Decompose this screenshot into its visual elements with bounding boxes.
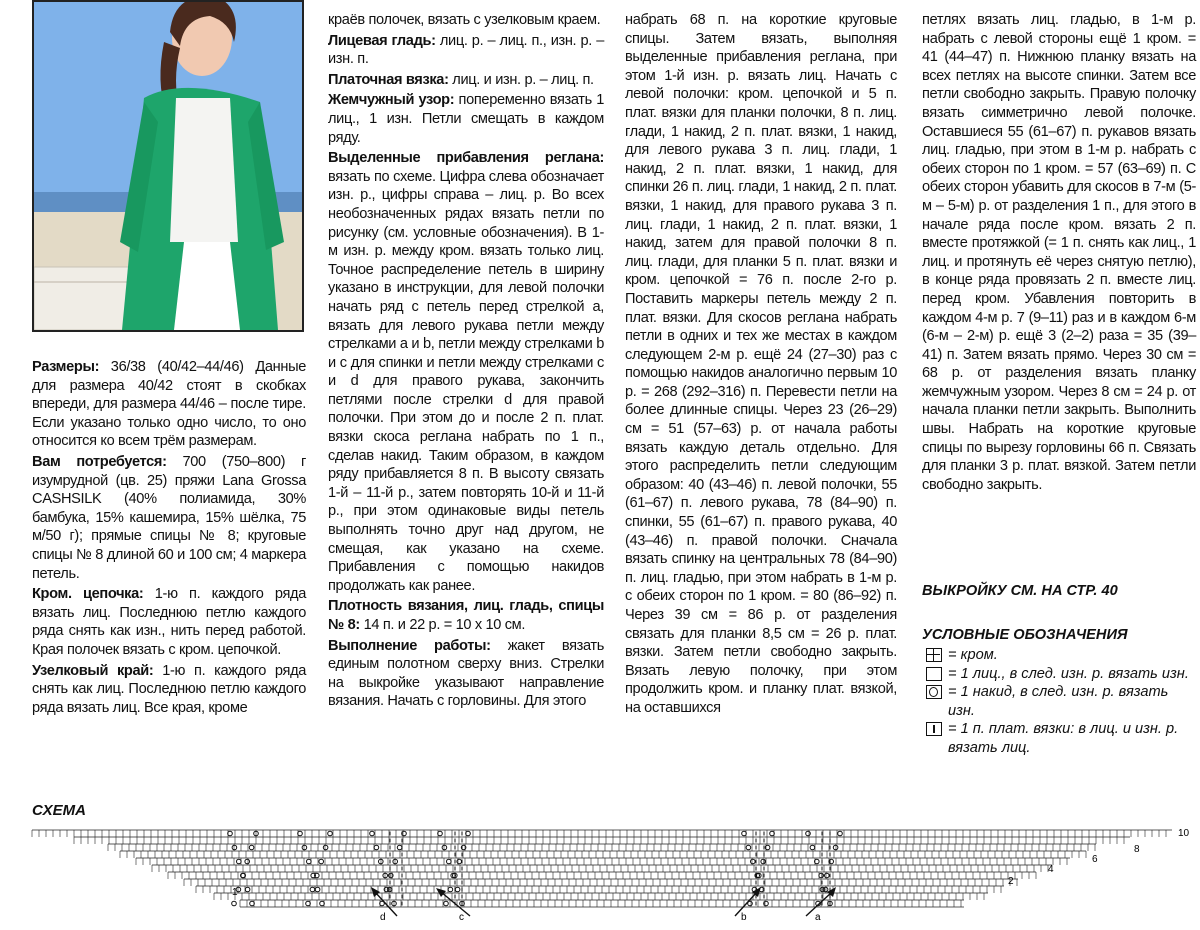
row-number-1: 1 <box>232 887 238 898</box>
legend-item-text: = 1 п. плат. вязки: в лиц. и изн. р. вязать лиц. <box>948 721 1179 756</box>
legend <box>922 646 1198 758</box>
raglan-text: вязать по схеме. Цифра слева обозначает изн. р., цифры справа – лиц. р. Во всех необозначенных рядах вязать петли по рисунку (см. условные обозначения). В 1-м изн. р. между кром. вязать только лиц. Точное распределение петель в ширину указано в инструкции, для левой полочки начать ряд с петель перед стрелкой a, вязать для левого рукава петли между стрелками a и b, петли между стрелками b и c для спинки и петли между стрелками c и d для правого рукава, закончить петлями после стрелки d для правой полочки. При этом до и после 2 п. плат. вязки скоса реглана набрать по 1 п., сделав накид. Таким образом, в каждом ряду прибавляется 8 п. В высоту связать 1-й – 11-й р., затем повторять 10-й и 11-й р., при этом одинаковые виды петель выполнять точно друг над другом, не смещая, как указано на схеме. Прибавления с помощью накидов продолжать как ранее. <box>328 168 604 594</box>
legend-item <box>922 665 1198 684</box>
col2-continuation: краёв полочек, вязать с узелковым краем. <box>328 12 601 28</box>
model-photo <box>32 0 304 332</box>
arrow-label-d: d <box>380 912 386 923</box>
legend-item-text: = 1 накид, в след. изн. р. вязать изн. <box>948 684 1169 719</box>
yarn-over-symbol <box>810 845 815 850</box>
yarn-over-symbol <box>833 845 838 850</box>
row-number-8: 8 <box>1134 844 1140 855</box>
knot-edge-paragraph <box>32 662 306 718</box>
materials-text: 700 (750–800) г изумрудной (цв. 25) пряжи Lana Grossa CASHSILK (40% полиамида, 30% бамбука, 15% кашемира, 15% шёлка, 75 м/50 г); прямые спицы № 8; круговые спицы № 8 длиной 60 и 100 см; 4 маркера петель. <box>32 453 306 582</box>
raglan-paragraph <box>328 149 604 595</box>
col4-text: петлях вязать лиц. гладью, в 1-м р. набрать с левой стороны ещё 1 кром. = 41 (44–47) п. Нижнюю планку вязать на всех петлях на высоте спинки. Затем все петли свободно закрыть. Правую полочку вязать симметрично левой полочке. Оставшиеся 55 (61–67) п. рукавов вязать лиц. гладью, при этом в 1-м р. набрать с обеих сторон по 1 кром. = 57 (63–69) п. С обеих сторон убавить для скосов в 7-м (5-м – 5-м) р. от разделения 1 п., для этого в начале ряда после кром. вязать 2 п. вместе протяжкой (= 1 п. снять как лиц., 1 лиц. и протянуть её через снятую петлю), в конце ряда провязать 2 п. вместе лиц. перед кром. Убавления повторить в каждом 4-м р. 7 (9–11) раз и в каждом 6-м (6-м – 2-м) р. ещё 3 (2–2) раза = 35 (39–41) п. Затем вязать прямо. Через 30 см = 68 р. от разделения вязать планку жемчужным узором. Через 8 см = 24 р. от начала планки петли закрыть. Выполнить швы. Набрать на короткие круговые спицы по вырезу горловины 66 п. Связать для планки 3 р. плат. вязкой. Затем петли свободно закрыть. <box>922 12 1196 493</box>
column-4 <box>922 11 1196 496</box>
row-number-6: 6 <box>1092 854 1098 865</box>
work-paragraph <box>328 637 604 711</box>
yarn-over-symbol <box>457 859 462 864</box>
arrow-label-c: c <box>459 912 464 923</box>
arrow-label-b: b <box>741 912 747 923</box>
materials-heading: Вам потребуется: <box>32 453 167 470</box>
row-number-10: 10 <box>1178 828 1190 839</box>
yarn-over-symbol <box>228 831 233 836</box>
chain-edge-paragraph <box>32 585 306 659</box>
yarn-over-symbol <box>438 831 443 836</box>
model-illustration <box>34 2 302 330</box>
yarn-over-symbol <box>232 845 237 850</box>
arrow-label-a: a <box>815 912 821 923</box>
raglan-heading: Выделенные прибавления реглана: <box>328 150 604 167</box>
yarn-over-symbol <box>447 859 452 864</box>
materials-paragraph <box>32 453 306 583</box>
yarn-over-symbol <box>742 831 747 836</box>
garter-text: лиц. и изн. р. – лиц. п. <box>448 71 594 88</box>
row-number-2: 2 <box>1008 876 1014 887</box>
yarn-over-symbol <box>323 845 328 850</box>
legend-item <box>922 720 1198 757</box>
yarn-over-symbol <box>302 845 307 850</box>
yarn-over-symbol <box>310 887 315 892</box>
knot-edge-heading: Узелковый край: <box>32 662 154 679</box>
seed-text: попеременно вязать 1 лиц., 1 изн. Петли смещать в каждом ряду. <box>328 92 604 146</box>
yarn-over-symbol <box>825 873 830 878</box>
yarn-over-symbol <box>746 845 751 850</box>
legend-item <box>922 646 1198 665</box>
yarn-over-symbol <box>298 831 303 836</box>
yarn-over-symbol <box>232 901 237 906</box>
sizes-text: 36/38 (40/42–44/46) Данные для размера 40/42 стоят в скобках впереди, для размера 44/46 – после тире. Если указано только одно число, то оно относится ко всем трём размерам. <box>32 359 306 450</box>
knot-edge-text: 1-ю п. каждого ряда снять как лиц. Последнюю петлю каждого ряда вязать лиц. Все края, кроме <box>32 662 307 716</box>
seed-paragraph <box>328 91 604 147</box>
bar-square-icon <box>926 722 942 736</box>
garter-paragraph <box>328 71 604 90</box>
yarn-over-symbol <box>448 887 453 892</box>
yarn-over-symbol <box>466 831 471 836</box>
yarn-over-symbol <box>455 887 460 892</box>
stockinette-heading: Лицевая гладь: <box>328 32 436 49</box>
yarn-over-symbol <box>245 887 250 892</box>
work-text: жакет вязать единым полотном сверху вниз. Стрелки на выкройке указывают направление вязания. Начать с горловины. Для этого <box>328 637 604 710</box>
legend-item-text: = кром. <box>948 647 998 663</box>
stockinette-text: лиц. р. – лиц. п., изн. р. – изн. п. <box>328 32 605 68</box>
gauge-text: 14 п. и 22 р. = 10 х 10 см. <box>359 617 526 633</box>
yarn-over-symbol <box>761 859 766 864</box>
yarn-over-symbol <box>751 859 756 864</box>
grid-square-icon <box>926 648 942 662</box>
legend-title: УСЛОВНЫЕ ОБОЗНАЧЕНИЯ <box>922 627 1128 643</box>
sizes-heading: Размеры: <box>32 359 100 375</box>
yarn-over-symbol <box>245 859 250 864</box>
yarn-over-symbol <box>770 831 775 836</box>
yarn-over-symbol <box>389 873 394 878</box>
yarn-over-symbol <box>819 873 824 878</box>
yarn-over-symbol <box>444 901 449 906</box>
chain-edge-heading: Кром. цепочка: <box>32 586 144 603</box>
seed-heading: Жемчужный узор: <box>328 92 455 109</box>
empty-square-icon <box>926 667 942 681</box>
circle-square-icon <box>926 685 942 699</box>
gauge-paragraph <box>328 597 604 634</box>
yarn-over-symbol <box>315 887 320 892</box>
row-number-4: 4 <box>1048 864 1054 875</box>
garter-heading: Платочная вязка: <box>328 71 449 88</box>
yarn-over-symbol <box>237 859 242 864</box>
yarn-over-symbol <box>307 859 312 864</box>
scheme-title: СХЕМА <box>32 802 86 819</box>
gauge-heading: Плотность вязания, лиц. гладь, спицы № 8: <box>328 598 604 633</box>
yarn-over-symbol <box>374 845 379 850</box>
knitting-chart <box>0 820 1200 930</box>
sizes-paragraph <box>32 358 306 451</box>
yarn-over-symbol <box>319 859 324 864</box>
yarn-over-symbol <box>838 831 843 836</box>
yarn-over-symbol <box>306 901 311 906</box>
work-heading: Выполнение работы: <box>328 637 491 654</box>
pattern-reference: ВЫКРОЙКУ СМ. НА СТР. 40 <box>922 583 1118 599</box>
stockinette-paragraph <box>328 32 604 69</box>
yarn-over-symbol <box>397 845 402 850</box>
legend-item <box>922 683 1198 720</box>
legend-item-text: = 1 лиц., в след. изн. р. вязать изн. <box>948 665 1189 682</box>
yarn-over-symbol <box>320 901 325 906</box>
column-1 <box>32 358 306 719</box>
yarn-over-symbol <box>328 831 333 836</box>
yarn-over-symbol <box>370 831 375 836</box>
yarn-over-symbol <box>442 845 447 850</box>
column-3 <box>625 11 897 720</box>
chart-grid <box>32 830 1172 907</box>
yarn-over-symbol <box>806 831 811 836</box>
column-2 <box>328 11 604 713</box>
yarn-over-symbol <box>250 901 255 906</box>
col3-text: набрать 68 п. на короткие круговые спицы. Затем вязать, выполняя выделенные прибавления реглана, при этом 1-й изн. р. вязать лиц. Начать с левой полочки: кром. цепочкой и 5 п. плат. вязки для планки полочки, 8 п. лиц. глади, 1 накид, 2 п. плат. вязки, 1 накид, для левого рукава 3 п. лиц. глади, 1 накид, 2 п. плат. вязки, 1 накид, для спинки 26 п. лиц. глади, 1 накид, 2 п. плат. вязки, 1 накид, для правого рукава 3 п. лиц. глади, 1 накид, 2 п. плат. вязки, 1 накид, затем для правой полочки 8 п. лиц. глади, для планки 5 п. плат. вязки и кром. цепочкой = 76 п. после 2-го р. Поставить маркеры петель между 2 п. плат. вязки. Для скосов реглана набрать петли в одних и тех же местах в каждом следующем 2-м р. ещё 24 (27–30) раз с помощью накидов аналогично первым 10 р. = 268 (292–316) п. Перевести петли на более длинные спицы. Через 23 (26–29) см = 51 (57–63) р. от начала работы вязать каждую деталь отдельно. Для этого распределить петли следующим образом: 40 (43–46) п. левой полочки, 55 (61–67) п. левого рукава, 78 (84–90) п. спинки, 55 (61–67) п. правого рукава, 40 (43–46) п. правой полочки. Сначала вязать спинку на центральных 78 (84–90) п. лиц. гладью, при этом набрать в 1-м р. с обеих сторон по 1 кром. = 80 (86–92) п. Через 39 см = 86 р. от разделения связать для планки 8,5 см = 26 р. плат. вязки. Затем петли свободно закрыть. Вязать левую полочку, при этом продолжить кром. и планку плат. вязкой, на оставшихся <box>625 12 897 716</box>
yarn-over-symbol <box>249 845 254 850</box>
chain-edge-text: 1-ю п. каждого ряда вязать лиц. Последнюю петлю каждого ряда снять как изн., нить перед работой. Края полочек вязать с кром. цепочкой. <box>32 586 306 658</box>
